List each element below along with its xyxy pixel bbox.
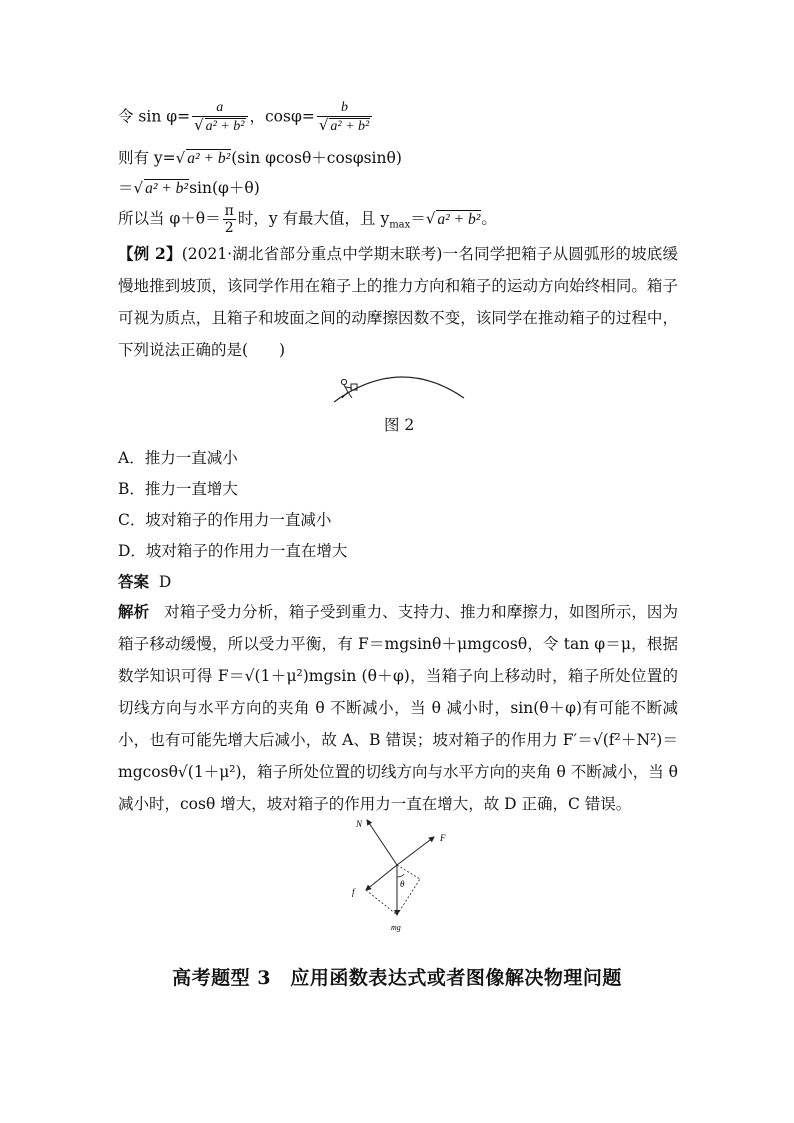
answer: 答案 D	[118, 572, 172, 591]
formula-text: ，cosφ=	[249, 107, 315, 126]
option-c: C．坡对箱子的作用力一直减小	[118, 511, 332, 529]
example-question	[118, 238, 678, 366]
angle-arc	[397, 874, 404, 877]
option-d: D．坡对箱子的作用力一直在增大	[118, 542, 348, 560]
formula-line-2: 则有 y=√ a² + b²(sin φcosθ＋cosφsinθ)	[118, 149, 402, 167]
arc-slope	[334, 377, 464, 402]
friction-arrow	[366, 865, 397, 890]
section-title: 高考题型 3 应用函数表达式或者图像解决物理问题	[172, 967, 622, 989]
label-f-push: F	[440, 833, 446, 843]
normal-force-arrow	[367, 820, 397, 865]
force-diagram	[340, 815, 460, 935]
formula-text: 令 sin φ=	[118, 107, 191, 126]
label-f-friction: f	[352, 887, 355, 897]
push-force-arrow	[397, 837, 434, 865]
option-a: A．推力一直减小	[118, 449, 238, 467]
label-theta: θ	[400, 879, 405, 889]
example-label: 【例 2】	[118, 244, 182, 263]
option-b: B．推力一直增大	[118, 480, 238, 498]
formula-line-3: ＝√ a² + b²sin(φ＋θ)	[118, 179, 260, 197]
label-n: N	[356, 819, 363, 829]
formula-line-4: 所以当 φ＋θ＝ $\frac{\pi}{2}$ 时，y 有最大值，且 $y_{max}=√$ a² + b²。	[118, 203, 497, 236]
figure-caption: 图 2	[384, 416, 415, 434]
slope-figure	[330, 368, 470, 404]
fraction: $\frac{b}{\text{√ a² + b²}}$	[317, 100, 372, 135]
dashed-line	[366, 890, 397, 915]
formula-line-1	[118, 100, 374, 135]
fraction: $\frac{a}{\text{√ a² + b²}}$	[192, 100, 247, 135]
question-text: (2021·湖北省部分重点中学期末联考)一名同学把箱子从圆弧形的坡底缓慢地推到坡顶，该同学作用在箱子上的推力方向和箱子的运动方向始终相同。箱子可视为质点，且箱子和坡面之间的动摩擦因数不变，该同学在推动箱子的过程中，下列说法正确的是( )	[118, 245, 678, 359]
label-mg: mg	[391, 923, 401, 932]
analysis: 解析 对箱子受力分析，箱子受到重力、支持力、推力和摩擦力，如图所示，因为箱子移动缓慢，所以受力平衡，有 F＝mgsinθ＋μmgcosθ，令 tan φ＝μ，根据数学知识可得 F＝√(1＋μ²)mgsin (θ＋φ)，当箱子向上移动时，箱子所处位置的切线方向与水平方向的夹角 θ 不断减小，当 θ 减小时，sin(θ＋φ)有可能不断减小，也有可能先增大后减小，故 A、B 错误；坡对箱子的作用力 F′＝√(f²＋N²)＝mgcosθ√(1＋μ²)，箱子所处位置的切线方向与水平方向的夹角 θ 不断减小，当 θ 减小时，cosθ 增大，坡对箱子的作用力一直在增大，故 D 正确，C 错误。	[118, 602, 678, 813]
